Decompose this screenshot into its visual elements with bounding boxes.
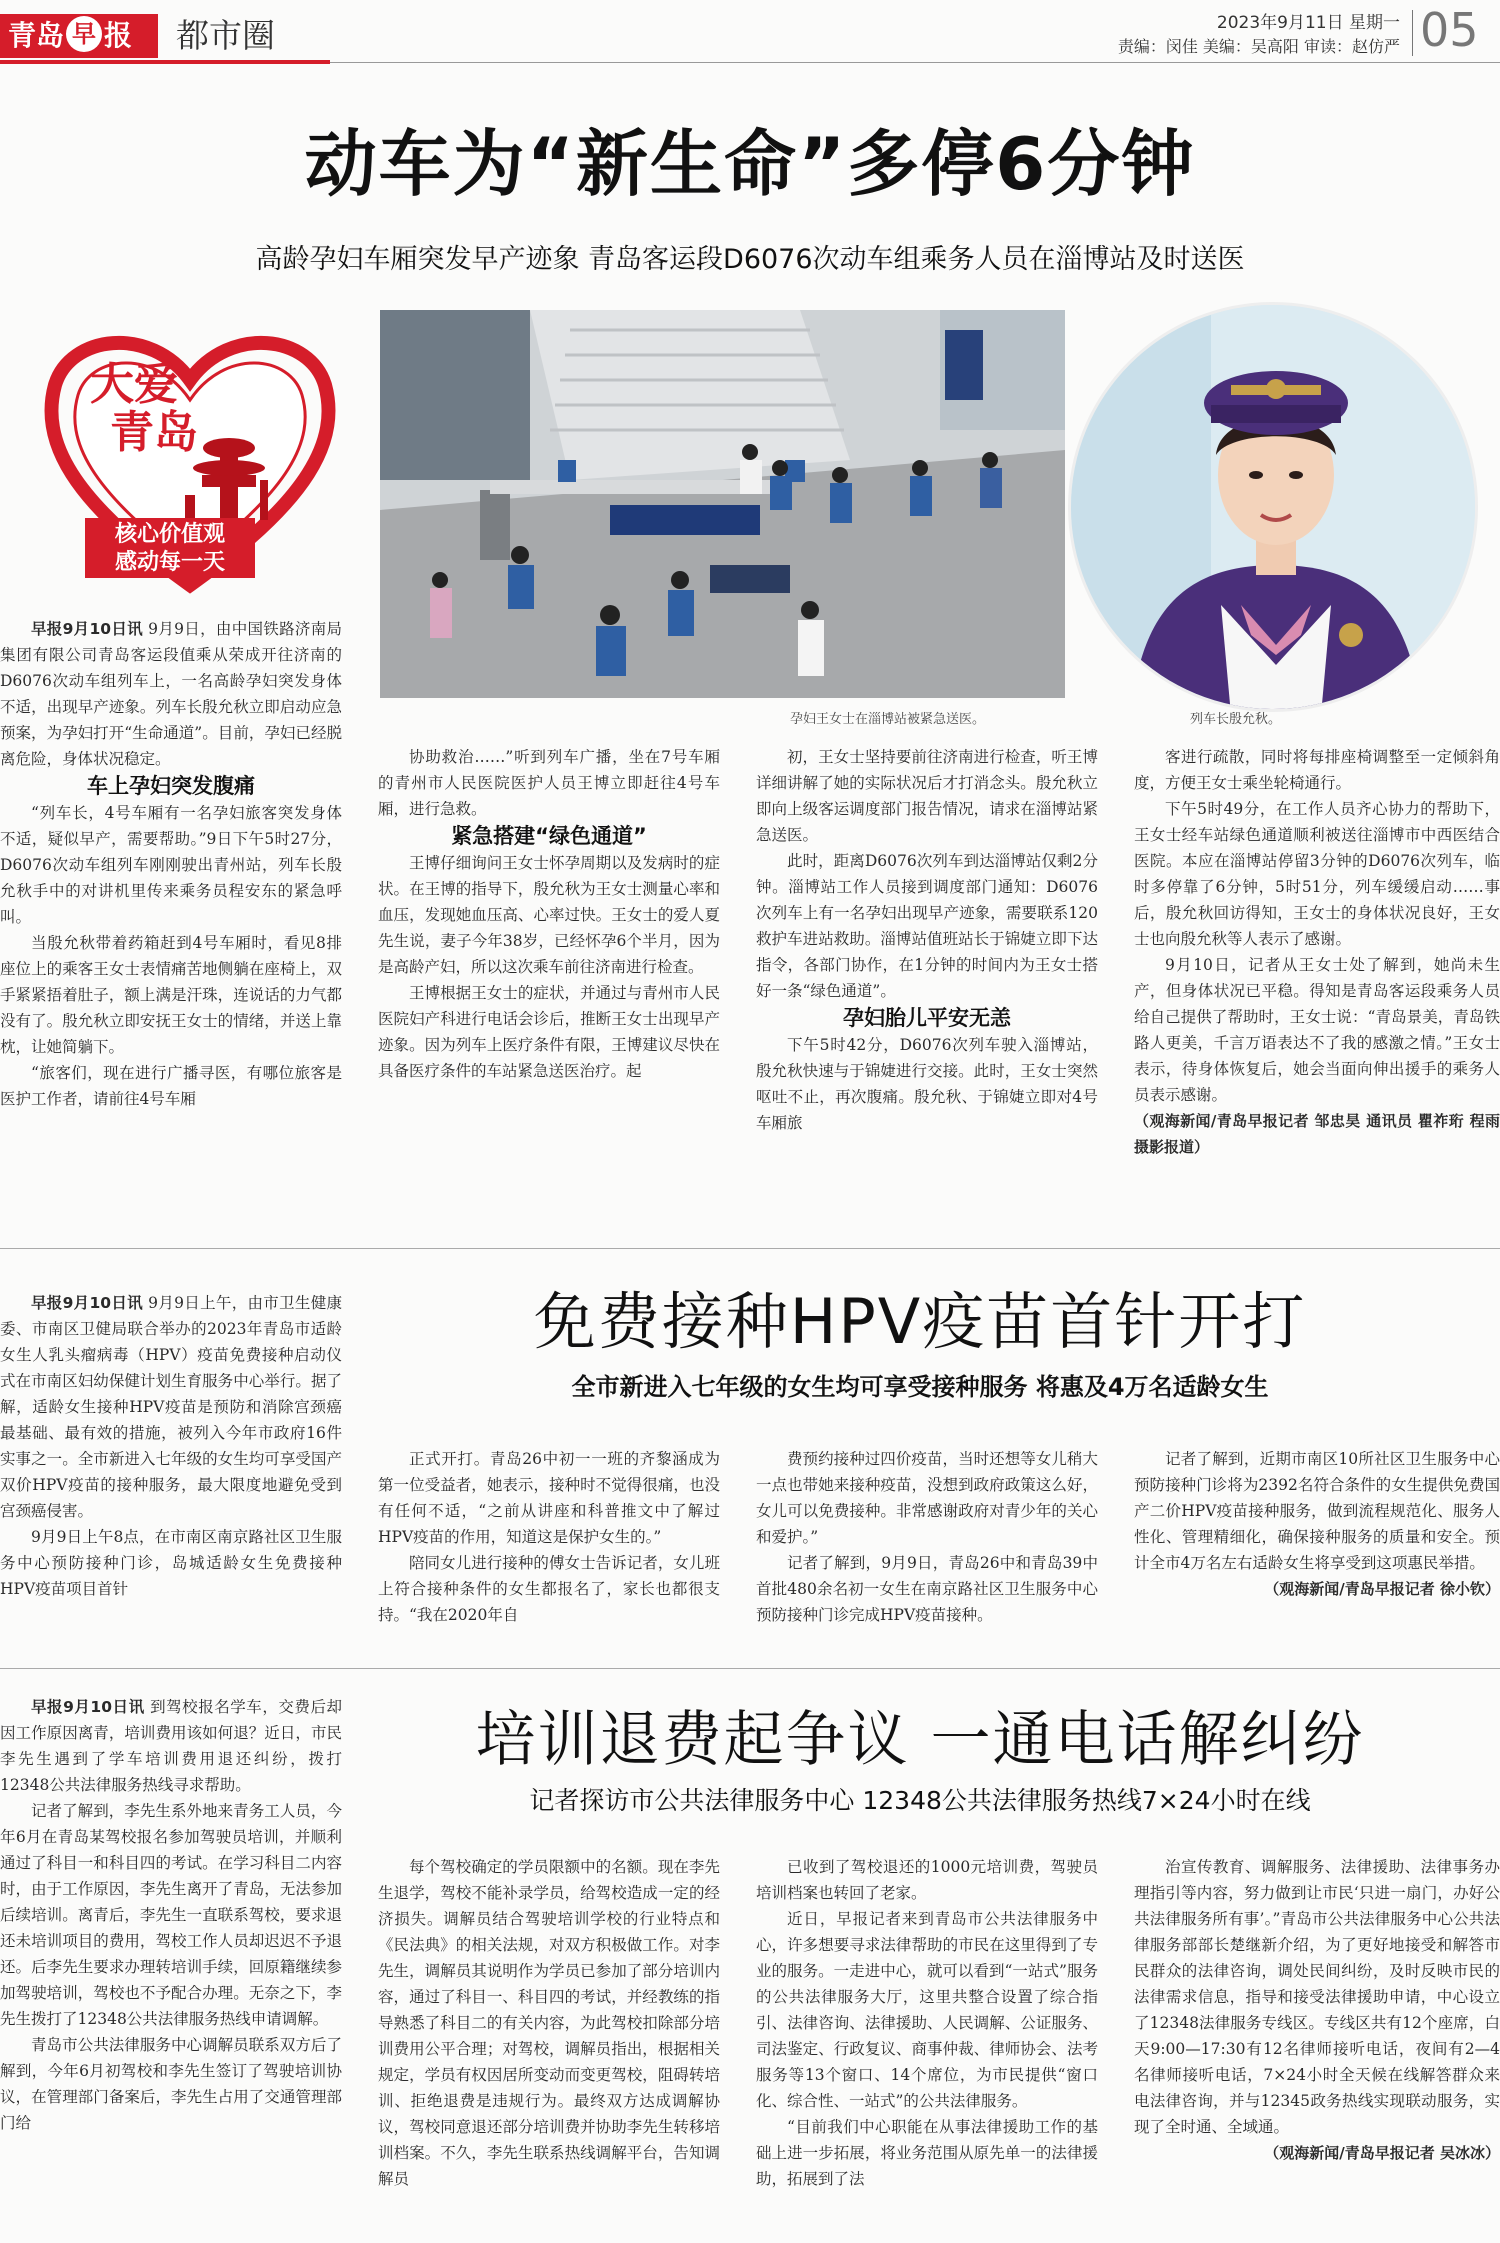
article2-lead: 早报9月10日讯: [31, 1294, 143, 1312]
station-scene-image: [380, 310, 1065, 698]
badge-top-text: 大爱: [90, 359, 178, 410]
conductor-portrait: [1068, 302, 1478, 712]
article1-col1-p4: “旅客们，现在进行广播寻医，有哪位旅客是医护工作者，请前往4号车厢: [0, 1064, 342, 1108]
article3-title: 培训退费起争议 一通电话解纠纷: [475, 1705, 1365, 1775]
article2-credit: （观海新闻/青岛早报记者 徐小钦）: [1264, 1580, 1500, 1598]
article1-col2-p1: 协助救治……”听到列车广播，坐在7号车厢的青州市人民医院医护人员王博立即赶往4号车厢，进行急救。: [378, 748, 720, 818]
article1-col3-p1: 初，王女士坚持要前往济南进行检查，听王博详细讲解了她的实际状况后才打消念头。殷允秋立即向上级客运调度部门报告情况，请求在淄博站紧急送医。: [756, 748, 1098, 844]
article3-col3-p2: 近日，早报记者来到青岛市公共法律服务中心，许多想要寻求法律帮助的市民在这里得到了专业的服务。一走进中心，就可以看到“一站式”服务的公共法律服务大厅，这里共整合设置了综合指引、法律咨询、法律援助、人民调解、公证服务、司法鉴定、行政复议、商事仲裁、律师协会、法考服务等13个窗口、14个席位，为市民提供“窗口化、综合性、一站式”的公共法律服务。: [756, 1910, 1098, 2110]
newspaper-logo: [0, 14, 158, 58]
article3-credit: （观海新闻/青岛早报记者 吴冰冰）: [1264, 2144, 1500, 2162]
article3-column-1: [0, 1694, 342, 2240]
article1-title: 动车为“新生命”多停6分钟: [304, 122, 1196, 206]
article3-col1-p1: 到驾校报名学车，交费后却因工作原因离青，培训费用该如何退？近日，市民李先生遇到了学车培训费用退还纠纷，拨打12348公共法律服务热线寻求帮助。: [0, 1698, 342, 1794]
article3-col2-p1: 每个驾校确定的学员限额中的名额。现在李先生退学，驾校不能补录学员，给驾校造成一定的经济损失。调解员结合驾驶培训学校的行业特点和《民法典》的相关法规，对双方积极做工作。对李先生，调解员其说明作为学员已参加了部分培训内容，通过了科目一、科目四的考试，并经教练的指导熟悉了科目二的有关内容，为此驾校扣除部分培训费用公平合理；对驾校，调解员指出，根据相关规定，学员有权因居所变动而变更驾校，阻碍转培训、拒绝退费是违规行为。最终双方达成调解协议，驾校同意退还部分培训费并协助李先生转移培训档案。不久，李先生联系热线调解平台，告知调解员: [378, 1858, 720, 2188]
article1-col1-p3: 当殷允秋带着药箱赶到4号车厢时，看见8排座位上的乘客王女士表情痛苦地侧躺在座椅上，双手紧紧捂着肚子，额上满是汗珠，连说话的力气都没有了。殷允秋立即安抚王女士的情绪，并送上靠枕，让她简躺下。: [0, 934, 342, 1056]
article2-title: 免费接种HPV疫苗首针开打: [533, 1285, 1307, 1358]
article1-photo-caption: 孕妇王女士在淄博站被紧急送医。: [790, 712, 986, 727]
masthead-red-rule: [0, 60, 330, 64]
article3-column-3: [756, 1854, 1098, 2240]
issue-date: 2023年9月11日 星期一: [1216, 13, 1400, 33]
article2-col1-p1: 9月9日上午，由市卫生健康委、市南区卫健局联合举办的2023年青岛市适龄女生人乳头瘤病毒（HPV）疫苗免费接种启动仪式在市南区妇幼保健计划生育服务中心举行。据了解，适龄女生接种HPV疫苗是预防和消除宫颈癌最基础、最有效的措施，被列入今年市政府16件实事之一。全市新进入七年级的女生均可享受国产双价HPV疫苗的接种服务，最大限度地避免受到宫颈癌侵害。: [0, 1294, 342, 1520]
conductor-caption: 列车长殷允秋。: [1190, 712, 1282, 727]
divider-article2: [0, 1668, 1500, 1669]
section-name: 都市圈: [176, 16, 275, 55]
logo-text-right: 报: [104, 19, 133, 52]
article3-col1-p2: 记者了解到，李先生系外地来青务工人员，今年6月在青岛某驾校报名参加驾驶员培训，并顺利通过了科目一和科目四的考试。在学习科目二内容时，由于工作原因，李先生离开了青岛，无法参加后续培训。离青后，李先生一直联系驾校，要求退还未培训项目的费用，驾校工作人员却迟迟不予退还。后李先生要求办理转培训手续，回原籍继续参加驾驶培训，驾校也不予配合办理。无奈之下，李先生拨打了12348公共法律服务热线申请调解。: [0, 1802, 342, 2028]
badge-sub2: 感动每一天: [114, 549, 225, 575]
article3-col1-p3: 青岛市公共法律服务中心调解员联系双方后了解到，今年6月初驾校和李先生签订了驾驶培训协议，在管理部门备案后，李先生占用了交通管理部门给: [0, 2036, 342, 2132]
article2-col3-p1: 费预约接种过四价疫苗，当时还想等女儿稍大一点也带她来接种疫苗，没想到政府政策这么好，女儿可以免费接种。非常感谢政府对青少年的关心和爱护。”: [756, 1450, 1098, 1546]
article2-col1-p2: 9月9日上午8点，在市南区南京路社区卫生服务中心预防接种门诊，岛城适龄女生免费接种HPV疫苗项目首针: [0, 1528, 342, 1598]
article1-column-2: [378, 744, 720, 1218]
page-number: 05: [1420, 3, 1479, 57]
article2-column-1: [0, 1290, 342, 1654]
article2-subtitle: 全市新进入七年级的女生均可享受接种服务 将惠及4万名适龄女生: [571, 1373, 1269, 1401]
article1-col3-p3: 下午5时42分，D6076次列车驶入淄博站，殷允秋快速与于锦婕进行交接。此时，王女士突然呕吐不止，再次腹痛。殷允秋、于锦婕立即对4号车厢旅: [756, 1036, 1098, 1132]
article1-subhead-3: 孕妇胎儿平安无恙: [843, 1006, 1011, 1030]
article1-col4-p3: 9月10日，记者从王女士处了解到，她尚未生产，但身体状况已平稳。得知是青岛客运段乘务人员给自己提供了帮助时，王女士说：“青岛景美，青岛铁路人更美，千言万语表达不了我的感激之情。”王女士表示，待身体恢复后，她会当面向伸出援手的乘务人员表示感谢。: [1134, 956, 1500, 1104]
article3-col3-p1: 已收到了驾校退还的1000元培训费，驾驶员培训档案也转回了老家。: [756, 1858, 1098, 1902]
article2-column-2: [378, 1446, 720, 1654]
article1-col1-p2: “列车长，4号车厢有一名孕妇旅客突发身体不适，疑似早产，需要帮助。”9日下午5时27分，D6076次动车组列车刚刚驶出青州站，列车长殷允秋手中的对讲机里传来乘务员程安东的紧急呼叫。: [0, 804, 342, 926]
article1-column-1: [0, 616, 342, 1218]
article1-col3-p2: 此时，距离D6076次列车到达淄博站仅剩2分钟。淄博站工作人员接到调度部门通知：D6076次列车上有一名孕妇出现早产迹象，需要联系120救护车进站救助。淄博站值班站长于锦婕立即下达指令，各部门协作，在1分钟的时间内为王女士搭好一条“绿色通道”。: [756, 852, 1098, 1000]
divider-article1: [0, 1248, 1500, 1249]
article1-column-4: [1134, 744, 1500, 1218]
page-divider: [1412, 10, 1413, 56]
logo-text-left: 青岛: [8, 19, 65, 52]
article1-credit: （观海新闻/青岛早报记者 邹忠昊 通讯员 瞿祚珩 程雨 摄影报道）: [1134, 1112, 1500, 1156]
article3-subtitle: 记者探访市公共法律服务中心 12348公共法律服务热线7×24小时在线: [529, 1786, 1311, 1815]
article2-column-4: [1134, 1446, 1500, 1654]
article3-lead: 早报9月10日讯: [31, 1698, 145, 1716]
logo-seal: 早: [66, 16, 102, 52]
article1-subhead-2: 紧急搭建“绿色通道”: [451, 824, 647, 848]
article2-column-3: [756, 1446, 1098, 1654]
article1-column-3: [756, 744, 1098, 1218]
article3-col4-p1: 治宣传教育、调解服务、法律援助、法律事务办理指引等内容，努力做到让市民‘只进一扇门，办好公共法律服务所有事’。”青岛市公共法律服务中心公共法律服务部部长楚继新介绍，为了更好地接受和解答市民群众的法律咨询，调处民间纠纷，及时反映市民的法律需求信息，指导和接受法律援助申请，中心设立了12348法律服务专线区。专线区共有12个座席，白天9:00—17:30有12名律师接听电话，夜间有2—4名律师接听电话，7×24小时全天候在线解答群众来电法律咨询，并与12345政务热线实现联动服务，实现了全时通、全域通。: [1134, 1858, 1500, 2136]
article3-column-4: [1134, 1854, 1500, 2240]
staff-credits: 责编：闵佳 美编：吴高阳 审读：赵仿严: [1117, 37, 1400, 56]
article1-subtitle: 高龄孕妇车厢突发早产迹象 青岛客运段D6076次动车组乘务人员在淄博站及时送医: [255, 244, 1245, 275]
badge-sub1: 核心价值观: [114, 521, 225, 547]
article1-subhead-1: 车上孕妇突发腹痛: [87, 774, 255, 798]
article1-col1-p1: 9月9日，由中国铁路济南局集团有限公司青岛客运段值乘从荣成开往济南的D6076次动车组列车上，一名高龄孕妇突发身体不适，出现早产迹象。列车长殷允秋立即启动应急预案，为孕妇打开“生命通道”。目前，孕妇已经脱离危险，身体状况稳定。: [0, 620, 342, 768]
article2-col4-p1: 记者了解到，近期市南区10所社区卫生服务中心预防接种门诊将为2392名符合条件的女生提供免费国产二价HPV疫苗接种服务，做到流程规范化、服务人性化、管理精细化，确保接种服务的质量和安全。预计全市4万名左右适龄女生将享受到这项惠民举措。: [1134, 1450, 1500, 1572]
article1-col2-p3: 王博根据王女士的症状，并通过与青州市人民医院妇产科进行电话会诊后，推断王女士出现早产迹象。因为列车上医疗条件有限，王博建议尽快在具备医疗条件的车站紧急送医治疗。起: [378, 984, 720, 1080]
article2-col2-p2: 陪同女儿进行接种的傅女士告诉记者，女儿班上符合接种条件的女生都报名了，家长也都很支持。“我在2020年自: [378, 1554, 720, 1624]
article1-col2-p2: 王博仔细询问王女士怀孕周期以及发病时的症状。在王博的指导下，殷允秋为王女士测量心率和血压，发现她血压高、心率过快。王女士的爱人夏先生说，妻子今年38岁，已经怀孕6个半月，因为是高龄产妇，所以这次乘车前往济南进行检查。: [378, 854, 720, 976]
masthead-rule: [330, 62, 1500, 63]
station-photo: [380, 310, 1065, 698]
article3-column-2: [378, 1854, 720, 2240]
article2-col3-p2: 记者了解到，9月9日，青岛26中和青岛39中首批480余名初一女生在南京路社区卫生服务中心预防接种门诊完成HPV疫苗接种。: [756, 1554, 1098, 1624]
article1-col4-p2: 下午5时49分，在工作人员齐心协力的帮助下，王女士经车站绿色通道顺利被送往淄博市中西医结合医院。本应在淄博站停留3分钟的D6076次列车，临时多停靠了6分钟，5时51分，列车缓缓启动……事后，殷允秋回访得知，王女士的身体状况良好，王女士也向殷允秋等人表示了感谢。: [1134, 800, 1500, 948]
masthead: [0, 0, 1500, 70]
article1-lead: 早报9月10日讯: [31, 620, 143, 638]
article3-col3-p3: “目前我们中心职能在从事法律援助工作的基础上进一步拓展，将业务范围从原先单一的法律援助，拓展到了法: [756, 2118, 1098, 2188]
conductor-image: [1071, 305, 1478, 712]
article2-col2-p1: 正式开打。青岛26中初一一班的齐黎涵成为第一位受益者，她表示，接种时不觉得很痛，也没有任何不适，“之前从讲座和科普推文中了解过HPV疫苗的作用，知道这是保护女生的。”: [378, 1450, 720, 1546]
badge-bottom-text: 青岛: [110, 407, 198, 458]
article1-col4-p1: 客进行疏散，同时将每排座椅调整至一定倾斜角度，方便王女士乘坐轮椅通行。: [1134, 748, 1500, 792]
love-qingdao-badge: [30, 300, 350, 600]
